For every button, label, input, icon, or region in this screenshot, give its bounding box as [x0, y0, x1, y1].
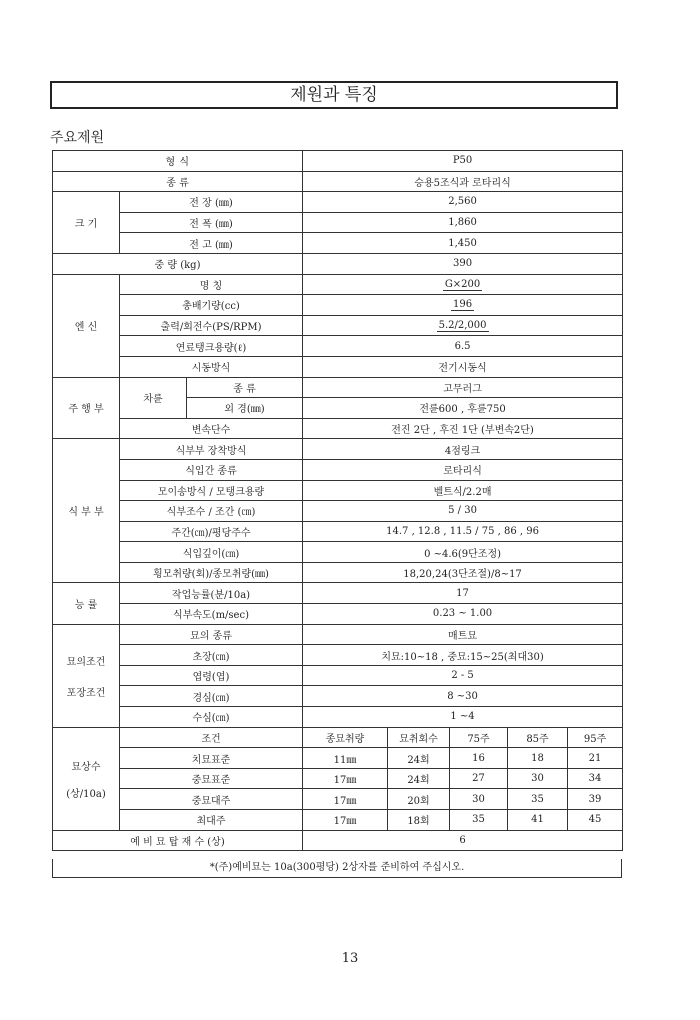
- trays-cell: 21: [568, 748, 623, 769]
- trays-cell: 24회: [388, 768, 450, 789]
- row-value: 14.7 , 12.8 , 11.5 / 75 , 86 , 96: [303, 521, 623, 542]
- trays-cell: 중묘표준: [120, 768, 303, 789]
- group-travel: 주 행 부: [53, 377, 120, 439]
- row-label: 연료탱크용량(ℓ): [120, 336, 303, 357]
- row-value: 1,450: [303, 233, 623, 254]
- table-row: [53, 645, 623, 666]
- table-row: [53, 727, 623, 748]
- table-row: [53, 768, 623, 789]
- group-trays: [53, 727, 120, 830]
- row-label: 식부조수 / 조간 (㎝): [120, 501, 303, 522]
- trays-cell: 27: [450, 768, 508, 789]
- row-value: 0.23 ~ 1.00: [303, 604, 623, 625]
- row-value: 전륜600 , 후륜750: [303, 398, 623, 419]
- trays-header: 묘취회수: [388, 727, 450, 748]
- group-seedling: [53, 624, 120, 727]
- row-label: 모이송방식 / 모탱크용량: [120, 480, 303, 501]
- row-label: 시동방식: [120, 356, 303, 377]
- row-label: 변속단수: [120, 418, 303, 439]
- row-label: 초장(㎝): [120, 645, 303, 666]
- row-value: 6.5: [303, 336, 623, 357]
- group-trays-unit: (상/10a): [66, 788, 106, 800]
- model-value: P50: [303, 151, 623, 172]
- trays-cell: 17㎜: [303, 810, 388, 831]
- trays-cell: 30: [508, 768, 568, 789]
- section-title: 주요제원: [50, 130, 105, 146]
- row-label: 주간(㎝)/평당주수: [120, 521, 303, 542]
- trays-header: 종묘취량: [303, 727, 388, 748]
- table-row: [53, 212, 623, 233]
- table-row: [53, 562, 623, 583]
- row-value: G×200: [303, 274, 623, 295]
- group-engine: 엔 신: [53, 274, 120, 377]
- trays-cell: 39: [568, 789, 623, 810]
- footnote: *(주)예비묘는 10a(300평당) 2상자를 준비하여 주십시오.: [52, 859, 622, 878]
- row-value: 고무러그: [303, 377, 623, 398]
- row-label: 출력/회전수(PS/RPM): [120, 315, 303, 336]
- table-row: [53, 171, 623, 192]
- group-trays-label: 묘상수: [71, 761, 101, 773]
- table-row: [53, 274, 623, 295]
- row-label: 식부부 장착방식: [120, 439, 303, 460]
- table-row: [53, 810, 623, 831]
- row-label: 전 폭 (㎜): [120, 212, 303, 233]
- table-row: [53, 192, 623, 213]
- row-label: 명 칭: [120, 274, 303, 295]
- table-row: [53, 480, 623, 501]
- model-label: 형 식: [53, 151, 303, 172]
- group-seedling-label: 묘의조건: [66, 656, 106, 668]
- trays-cell: 치묘표준: [120, 748, 303, 769]
- row-value: 5.2/2,000: [303, 315, 623, 336]
- trays-cell: 35: [508, 789, 568, 810]
- group-field-label: 포장조건: [66, 687, 106, 699]
- page-title: 제원과 특징: [50, 81, 618, 109]
- trays-cell: 최대주: [120, 810, 303, 831]
- row-label: 종 류: [187, 377, 303, 398]
- row-value: 4점링크: [303, 439, 623, 460]
- spare-value: 6: [303, 830, 623, 851]
- row-label: 외 경(㎜): [187, 398, 303, 419]
- trays-cell: 24회: [388, 748, 450, 769]
- trays-cell: 20회: [388, 789, 450, 810]
- trays-cell: 35: [450, 810, 508, 831]
- wheel-label: 차륜: [120, 377, 187, 418]
- row-value: 벨트식/2.2매: [303, 480, 623, 501]
- table-row: [53, 459, 623, 480]
- trays-cell: 11㎜: [303, 748, 388, 769]
- row-value: 1 ~4: [303, 707, 623, 728]
- trays-cell: 34: [568, 768, 623, 789]
- trays-cell: 16: [450, 748, 508, 769]
- row-label: 전 장 (㎜): [120, 192, 303, 213]
- kind-value: 승용5조식과 로타리식: [303, 171, 623, 192]
- weight-value: 390: [303, 253, 623, 274]
- table-row: [53, 542, 623, 563]
- row-value: 8 ~30: [303, 686, 623, 707]
- table-row: [53, 233, 623, 254]
- row-label: 식입간 종류: [120, 459, 303, 480]
- table-row: [53, 151, 623, 172]
- row-value: 0 ~4.6(9단조정): [303, 542, 623, 563]
- table-row: [53, 439, 623, 460]
- table-row: [53, 418, 623, 439]
- trays-header: 조건: [120, 727, 303, 748]
- row-value: 196: [303, 295, 623, 316]
- table-row: [53, 624, 623, 645]
- row-value: 전기시동식: [303, 356, 623, 377]
- trays-cell: 17㎜: [303, 768, 388, 789]
- table-row: [53, 501, 623, 522]
- weight-label: 중 량 (kg): [53, 253, 303, 274]
- row-label: 수심(㎝): [120, 707, 303, 728]
- table-row: [53, 336, 623, 357]
- table-row: [53, 315, 623, 336]
- trays-cell: 41: [508, 810, 568, 831]
- group-size: 크 기: [53, 192, 120, 254]
- row-label: 식입깊이(㎝): [120, 542, 303, 563]
- table-row: [53, 295, 623, 316]
- trays-cell: 30: [450, 789, 508, 810]
- trays-header: 75주: [450, 727, 508, 748]
- table-row: [53, 521, 623, 542]
- row-value: 2 - 5: [303, 665, 623, 686]
- table-row: [53, 789, 623, 810]
- row-value: 1,860: [303, 212, 623, 233]
- row-label: 식부속도(m/sec): [120, 604, 303, 625]
- spec-table: [52, 150, 623, 851]
- row-label: 횡모취량(회)/종모취량(㎜): [120, 562, 303, 583]
- row-value: 전진 2단 , 후진 1단 (부변속2단): [303, 418, 623, 439]
- table-row: [53, 707, 623, 728]
- trays-cell: 중묘대주: [120, 789, 303, 810]
- table-row: [53, 583, 623, 604]
- kind-label: 종 류: [53, 171, 303, 192]
- row-label: 전 고 (㎜): [120, 233, 303, 254]
- page-number: 13: [341, 951, 359, 966]
- trays-cell: 18: [508, 748, 568, 769]
- group-planting: 식 부 부: [53, 439, 120, 583]
- row-value: 치묘:10~18 , 중묘:15~25(최대30): [303, 645, 623, 666]
- table-row: [53, 830, 623, 851]
- row-label: 경심(㎝): [120, 686, 303, 707]
- spare-label: 예 비 묘 탑 재 수 (상): [53, 830, 303, 851]
- trays-cell: 18회: [388, 810, 450, 831]
- table-row: [53, 686, 623, 707]
- row-value: 로타리식: [303, 459, 623, 480]
- trays-header: 95주: [568, 727, 623, 748]
- trays-header: 85주: [508, 727, 568, 748]
- trays-cell: 17㎜: [303, 789, 388, 810]
- table-row: [53, 604, 623, 625]
- table-row: [53, 253, 623, 274]
- row-value: 18,20,24(3단조절)/8~17: [303, 562, 623, 583]
- row-label: 묘의 종류: [120, 624, 303, 645]
- table-row: [53, 665, 623, 686]
- table-row: [53, 377, 623, 398]
- row-label: 엽령(엽): [120, 665, 303, 686]
- row-value: 17: [303, 583, 623, 604]
- row-label: 총배기량(cc): [120, 295, 303, 316]
- row-value: 5 / 30: [303, 501, 623, 522]
- group-performance: 능 률: [53, 583, 120, 624]
- table-row: [53, 356, 623, 377]
- trays-cell: 45: [568, 810, 623, 831]
- row-value: 2,560: [303, 192, 623, 213]
- table-row: [53, 748, 623, 769]
- row-label: 작업능률(분/10a): [120, 583, 303, 604]
- row-value: 매트묘: [303, 624, 623, 645]
